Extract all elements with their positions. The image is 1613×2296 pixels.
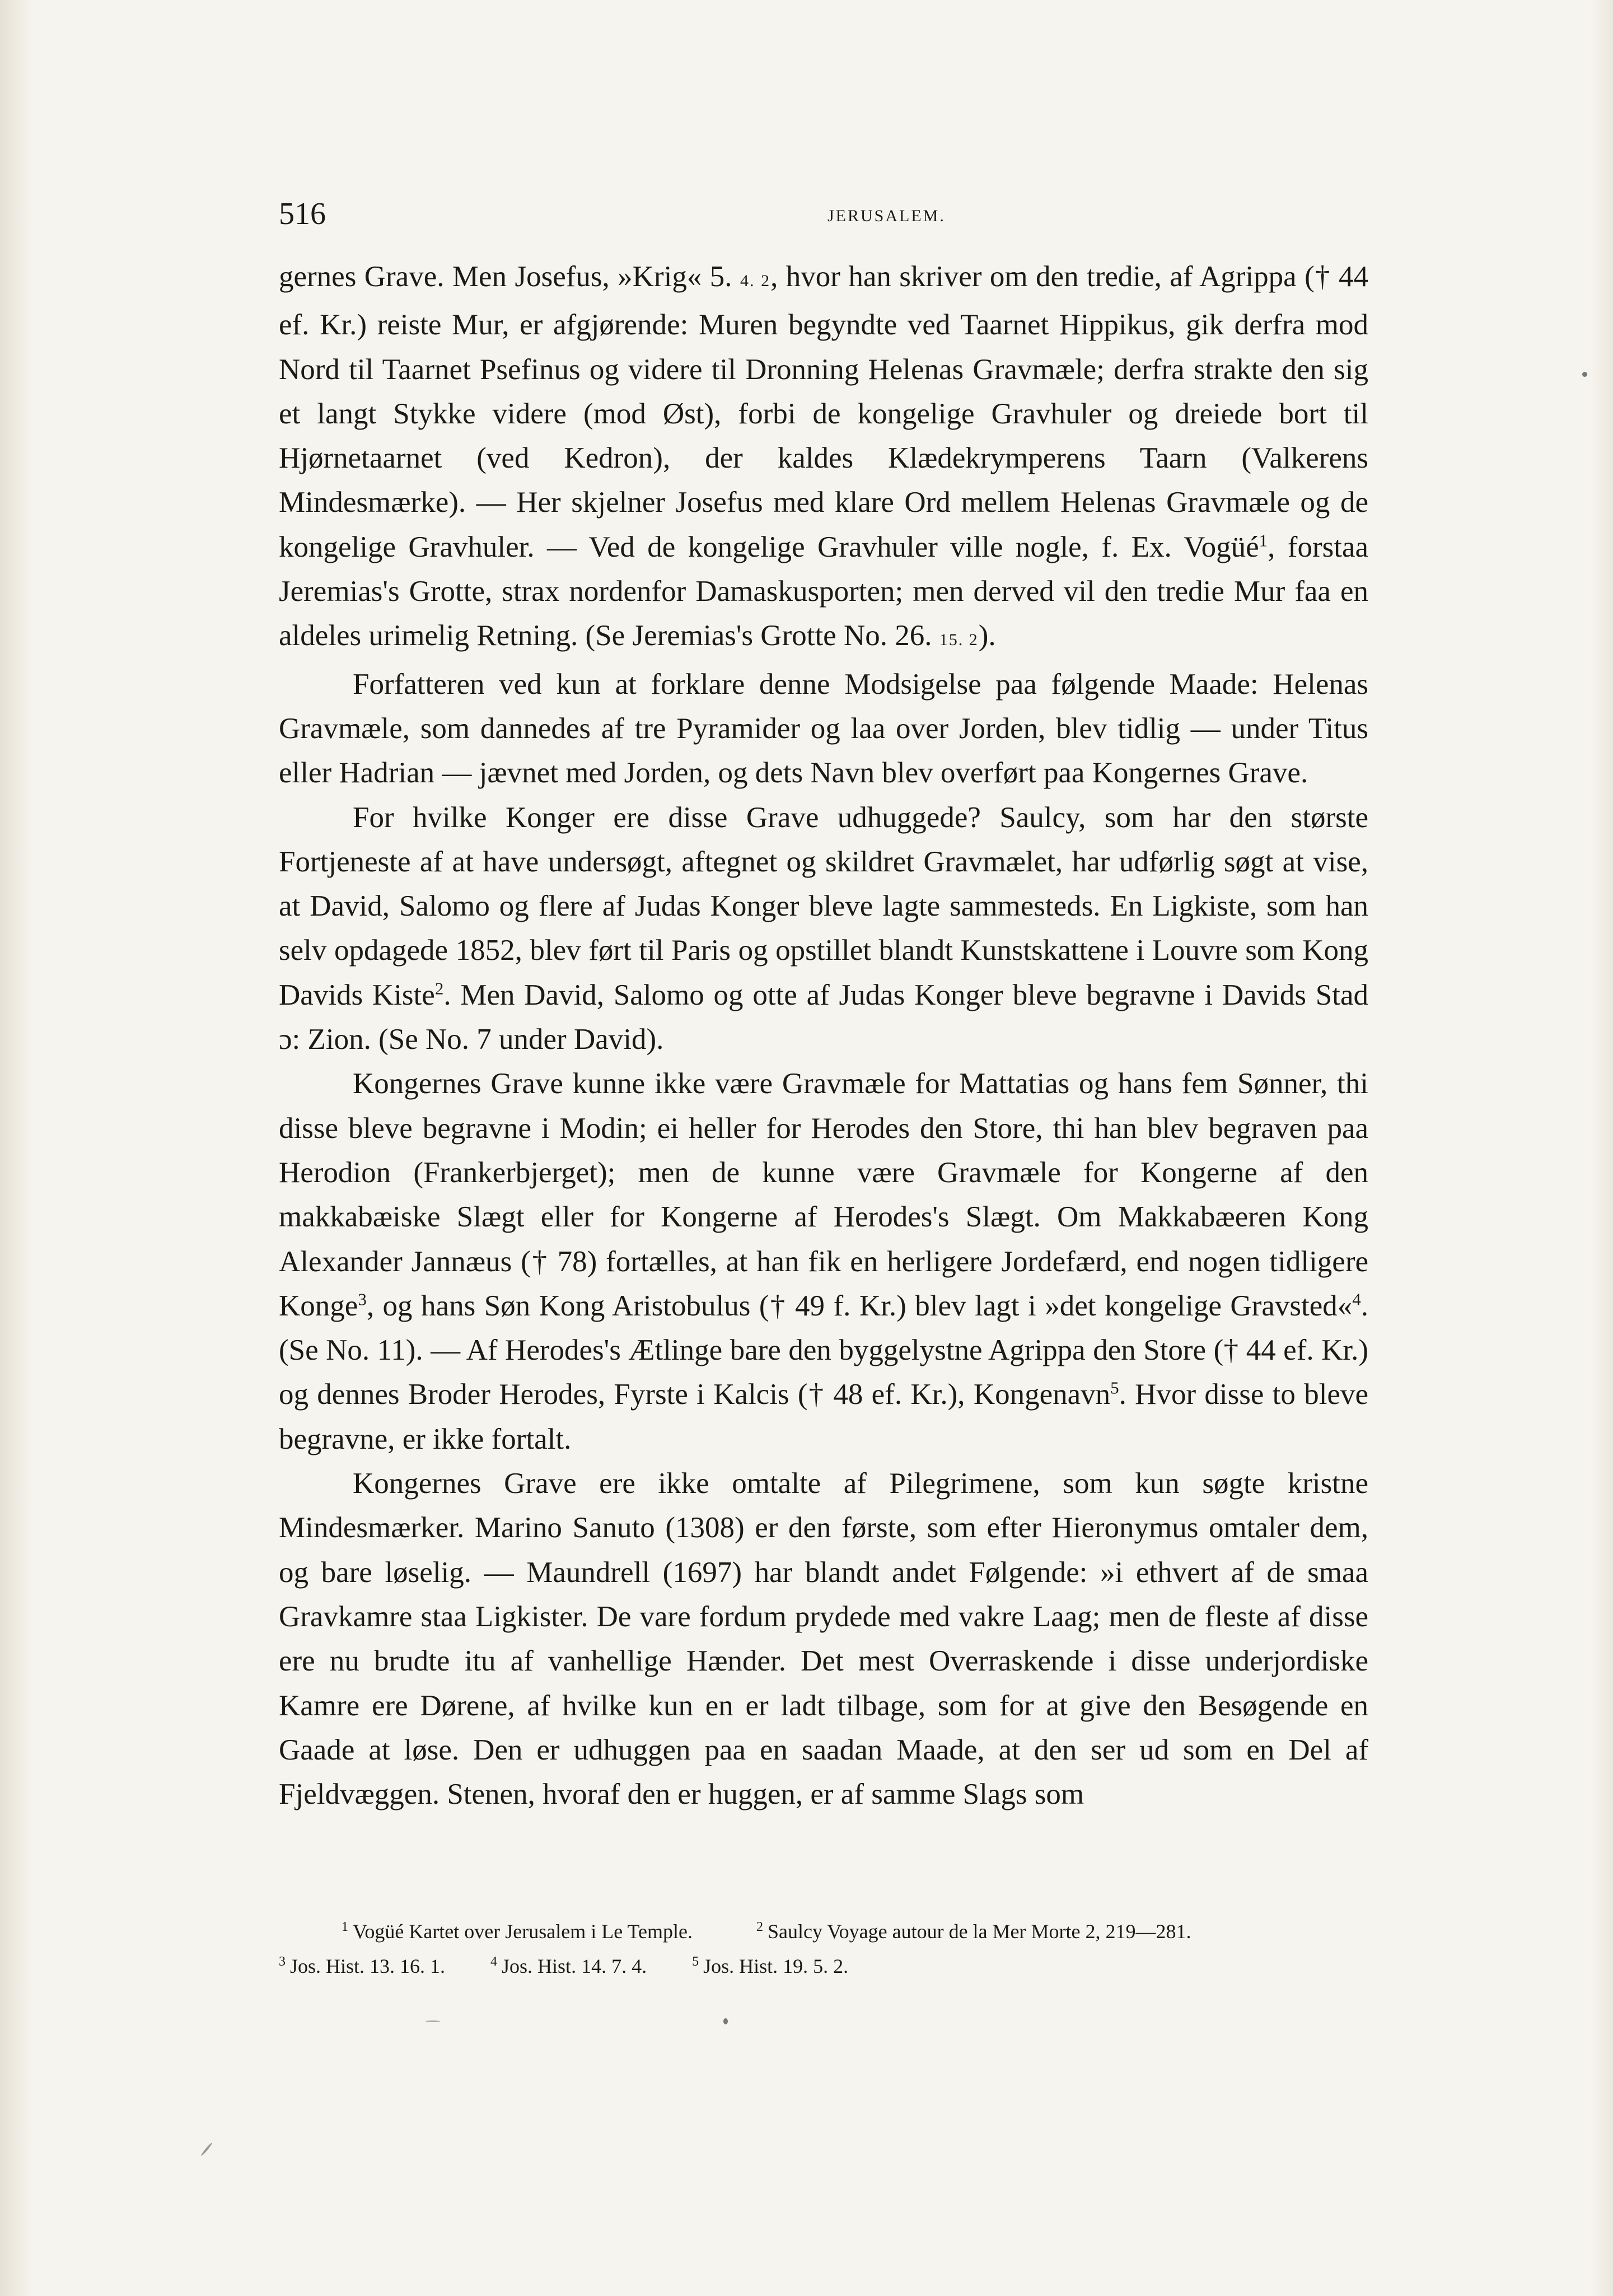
paper-speck [200, 2142, 213, 2157]
text-run: . Men David, Salomo og otte af Judas Konger bleve begravne i Davids Stad ɔ: Zion. (Se No. 7 under David). [279, 978, 1368, 1056]
footnote-4: 4 Jos. Hist. 14. 7. 4. [490, 1949, 647, 1984]
text-run: , forstaa Jeremias's Grotte, strax nordenfor Damaskusporten; men derved vil den tredie Mur faa en aldeles urimelig Retning. (Se Jeremias's Grotte No. 26. [279, 530, 1368, 652]
paper-speck [723, 2018, 728, 2024]
footnote-text: Saulcy Voyage autour de la Mer Morte 2, 219—281. [767, 1920, 1191, 1943]
page-header [279, 192, 1368, 236]
footnotes [279, 1914, 1511, 1984]
paragraph-3 [279, 796, 1368, 1062]
reference-numbers: 15. 2 [939, 631, 979, 650]
footnote-text: Jos. Hist. 14. 7. 4. [502, 1955, 647, 1977]
text-run: For hvilke Konger ere disse Grave udhuggede? Saulcy, som har den største Fortjeneste af at have undersøgt, aftegnet og skildret Gravmælet, har udførlig søgt at vise, at David, Salomo og flere af Judas Konger bleve lagte sammesteds. En Ligkiste, som han selv opdagede 1852, blev ført til Paris og opstillet blandt Kunstskattene i Louvre som Kong Davids Kiste [279, 801, 1368, 1011]
footnote-marker-1: 1 [1259, 530, 1268, 550]
footnote-text: Vogüé Kartet over Jerusalem i Le Temple. [353, 1920, 693, 1943]
footnote-line-2 [279, 1949, 1511, 1984]
footnote-5: 5 Jos. Hist. 19. 5. 2. [692, 1949, 848, 1984]
footnote-marker-3: 3 [358, 1289, 367, 1309]
footnote-text: Jos. Hist. 13. 16. 1. [290, 1955, 446, 1977]
footnote-1: 1 Vogüé Kartet over Jerusalem i Le Temple. [342, 1914, 693, 1949]
footnote-2: 2 Saulcy Voyage autour de la Mer Morte 2, 219—281. [756, 1914, 1191, 1949]
footnote-line-1 [279, 1914, 1511, 1949]
reference-numbers: 4. 2 [740, 272, 771, 290]
footnote-text: Jos. Hist. 19. 5. 2. [703, 1955, 849, 1977]
footnote-marker-5: 5 [1110, 1378, 1119, 1398]
paragraph-1 [279, 255, 1368, 662]
text-run: Kongernes Grave kunne ikke være Gravmæle for Mattatias og hans fem Sønner, thi disse bleve begravne i Modin; ei heller for Herodes den Store, thi han blev begraven paa Herodion (Frankerbjerget); men de kunne være Gravmæle for Kongerne af den makkabæiske Slægt eller for Kongerne af Herodes's Slægt. Om Makkabæeren Kong Alexander Jannæus († 78) fortælles, at han fik en herligere Jordefærd, end nogen tidligere Konge [279, 1067, 1368, 1322]
page-number: 516 [279, 197, 326, 231]
paragraph-4 [279, 1062, 1368, 1462]
paragraph-5: Kongernes Grave ere ikke omtalte af Pilegrimene, som kun søgte kristne Mindesmærker. Marino Sanuto (1308) er den første, som efter Hieronymus omtaler dem, og bare løselig. — Maundrell (1697) har blandt andet Følgende: »i ethvert af de smaa Gravkamre staa Ligkister. De vare fordum prydede med vakre Laag; men de fleste af disse ere nu brudte itu af vanhellige Hænder. Det mest Overraskende i disse underjordiske Kamre ere Dørene, af hvilke kun en er ladt tilbage, som for at give den Besøgende en Gaade at løse. Den er udhuggen paa en saadan Maade, at den ser ud som en Del af Fjeldvæggen. Stenen, hvoraf den er huggen, er af samme Slags som [279, 1467, 1368, 1811]
text-run: . Hvor disse to bleve begravne, er ikke fortalt. [279, 1378, 1368, 1455]
body-text [279, 255, 1368, 1879]
text-run: , hvor han skriver om den tredie, af Agrippa († 44 ef. Kr.) reiste Mur, er afgjørende: Muren begyndte ved Taarnet Hippikus, gik derfra mod Nord til Taarnet Psefinus og videre til Dronning Helenas Gravmæle; derfra strakte den sig et langt Stykke videre (mod Øst), forbi de kongelige Gravhuler og dreiede bort til Hjørnetaarnet (ved Kedron), der kaldes Klædekrymperens Taarn (Valkerens Mindesmærke). — Her skjelner Josefus med klare Ord mellem Helenas Gravmæle og de kongelige Gravhuler. — Ved de kongelige Gravhuler ville nogle, f. Ex. Vogüé [279, 260, 1368, 563]
text-run: . (Se No. 11). — Af Herodes's Ætlinge bare den byggelystne Agrippa den Store († 44 ef. Kr.) og dennes Broder Herodes, Fyrste i Kalcis († 48 ef. Kr.), Kongenavn [279, 1289, 1368, 1411]
running-head: JERUSALEM. [827, 207, 946, 225]
paper-speck [426, 2020, 440, 2022]
footnote-marker-4: 4 [1352, 1289, 1361, 1309]
text-run: gernes Grave. Men Josefus, »Krig« 5. [279, 260, 740, 293]
text-run: ). [978, 619, 996, 652]
footnote-3: 3 Jos. Hist. 13. 16. 1. [279, 1949, 445, 1984]
footnote-marker-2: 2 [434, 978, 444, 998]
paragraph-2: Forfatteren ved kun at forklare denne Modsigelse paa følgende Maade: Helenas Gravmæle, som dannedes af tre Pyramider og laa over Jorden, blev tidlig — under Titus eller Hadrian — jævnet med Jorden, og dets Navn blev overført paa Kongernes Grave. [279, 668, 1368, 790]
text-run: , og hans Søn Kong Aristobulus († 49 f. Kr.) blev lagt i »det kongelige Gravsted« [366, 1289, 1353, 1322]
paper-speck [1582, 372, 1587, 377]
